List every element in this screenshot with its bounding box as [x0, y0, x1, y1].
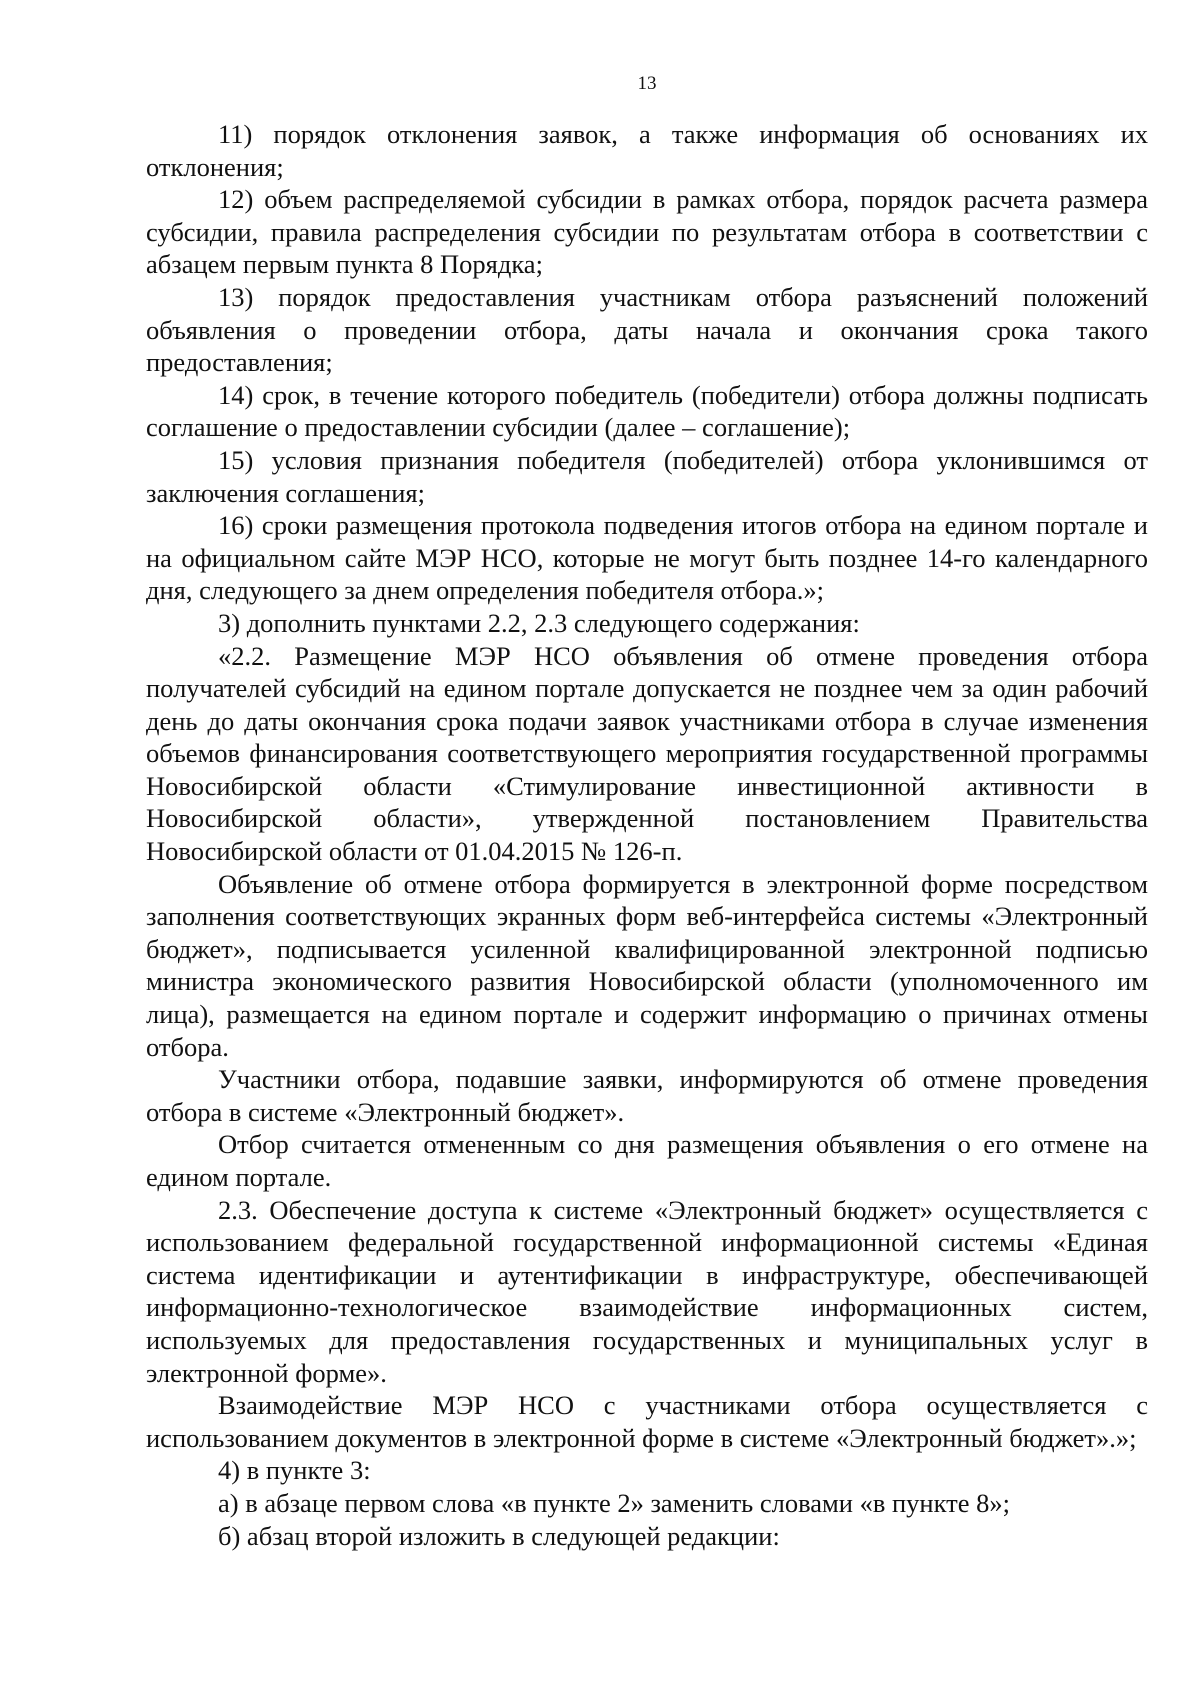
paragraph-amendment-3: 3) дополнить пунктами 2.2, 2.3 следующего содержания:: [218, 607, 860, 638]
paragraph-item-15: 15) условия признания победителя (победителей) отбора уклонившимся от заключения соглашения;: [146, 444, 1148, 508]
paragraph-item-13: 13) порядок предоставления участникам отбора разъяснений положений объявления о проведении отбора, даты начала и окончания срока такого предоставления;: [146, 281, 1148, 378]
page-number: 13: [637, 73, 657, 94]
paragraph-selection-cancelled: Отбор считается отмененным со дня размещения объявления о его отмене на едином портале.: [146, 1129, 1148, 1192]
paragraph-item-11: 11) порядок отклонения заявок, а также информация об основаниях их отклонения;: [146, 119, 1148, 182]
paragraph-participants-informed: Участники отбора, подавшие заявки, информируются об отмене проведения отбора в системе «Электронный бюджет».: [146, 1064, 1148, 1127]
paragraph-subitem-a: а) в абзаце первом слова «в пункте 2» заменить словами «в пункте 8»;: [218, 1487, 1010, 1518]
paragraph-item-14: 14) срок, в течение которого победитель (победители) отбора должны подписать соглашение о предоставлении субсидии (далее – соглашение);: [146, 379, 1148, 443]
paragraph-amendment-4: 4) в пункте 3:: [218, 1455, 371, 1486]
document-body: [146, 118, 1148, 1552]
paragraph-section-2-2: «2.2. Размещение МЭР НСО объявления об отмене проведения отбора получателей субсидий на едином портале допускается не позднее чем за один рабочий день до даты окончания срока подачи заявок участниками отбора в случае изменения объемов финансирования соответствующего мероприятия государственной программы Новосибирской области «Стимулирование инвестиционной активности в Новосибирской области», утвержденной постановлением Правительства Новосибирской области от 01.04.2015 № 126-п.: [146, 640, 1148, 867]
paragraph-interaction: Взаимодействие МЭР НСО с участниками отбора осуществляется с использованием документов в электронной форме в системе «Электронный бюджет».»;: [146, 1390, 1148, 1453]
paragraph-subitem-b: б) абзац второй изложить в следующей редакции:: [218, 1520, 780, 1551]
paragraph-section-2-3: 2.3. Обеспечение доступа к системе «Электронный бюджет» осуществляется с использованием федеральной государственной информационной системы «Единая система идентификации и аутентификации в инфраструктуре, обеспечивающей информационно-технологическое взаимодействие информационных систем, используемых для предоставления государственных и муниципальных услуг в электронной форме».: [146, 1194, 1148, 1388]
paragraph-item-16: 16) сроки размещения протокола подведения итогов отбора на едином портале и на официальном сайте МЭР НСО, которые не могут быть позднее 14-го календарного дня, следующего за днем определения победителя отбора.»;: [146, 510, 1148, 606]
paragraph-cancellation-notice: Объявление об отмене отбора формируется в электронной форме посредством заполнения соответствующих экранных форм веб-интерфейса системы «Электронный бюджет», подписывается усиленной квалифицированной электронной подписью министра экономического развития Новосибирской области (уполномоченного им лица), размещается на едином портале и содержит информацию о причинах отмены отбора.: [146, 868, 1148, 1062]
paragraph-item-12: 12) объем распределяемой субсидии в рамках отбора, порядок расчета размера субсидии, правила распределения субсидии по результатам отбора в соответствии с абзацем первым пункта 8 Порядка;: [146, 184, 1148, 280]
